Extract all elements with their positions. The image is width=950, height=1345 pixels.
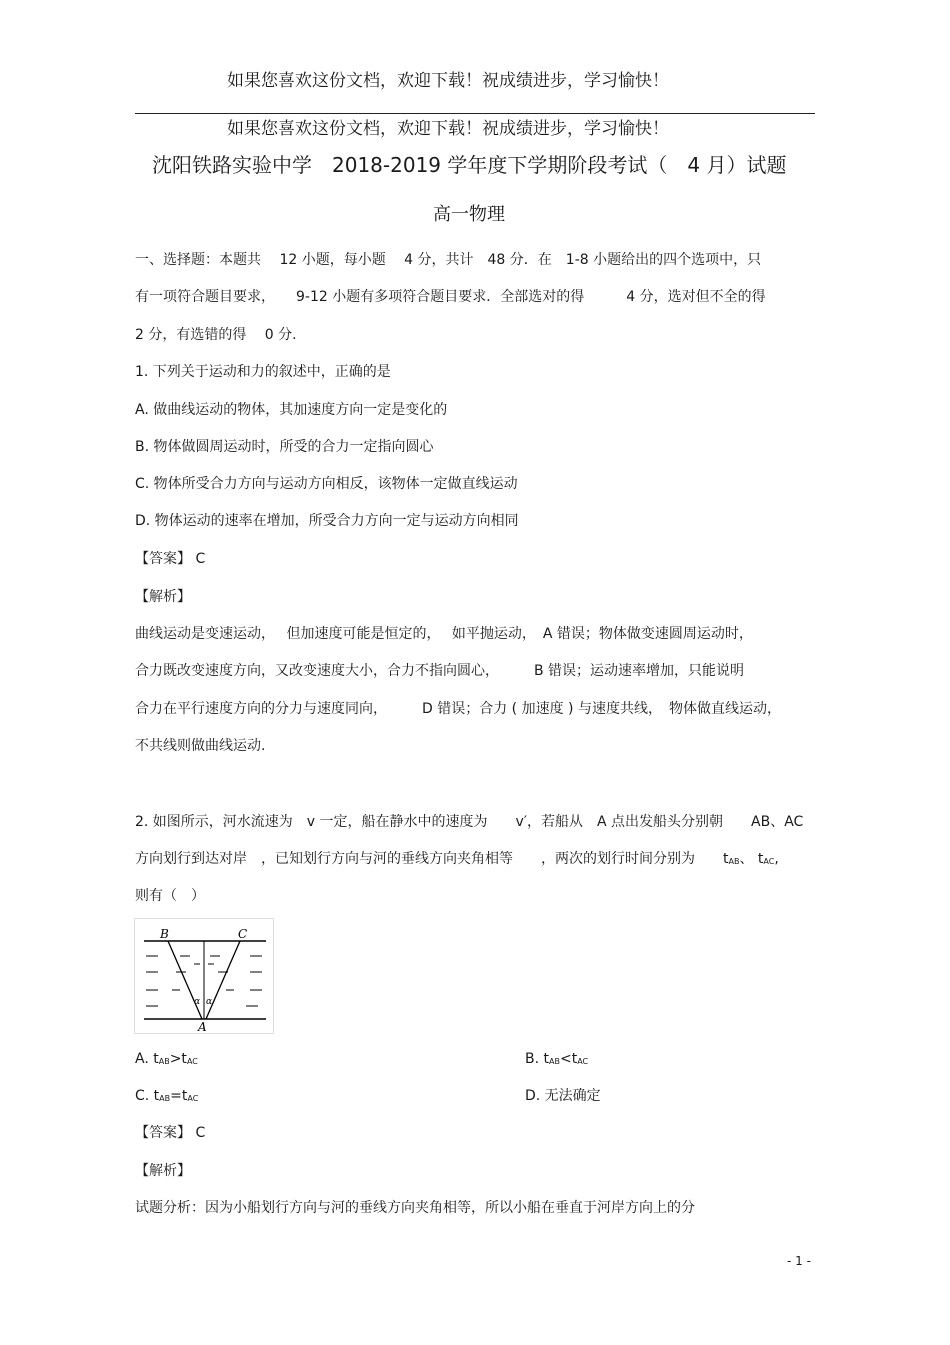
q1-analysis-line-2: 合力既改变速度方向，又改变速度大小，合力不指向圆心， B 错误；运动速率增加，只能说明 bbox=[135, 663, 745, 679]
q1-option-d: D. 物体运动的速率在增加，所受合力方向一定与运动方向相同 bbox=[135, 513, 519, 529]
q2-stem-line-1: 2. 如图所示，河水流速为 v 一定，船在静水中的速度为 v′，若船从 A 点出发船头分别朝 AB、AC bbox=[135, 814, 804, 830]
subscript-ac: AC bbox=[187, 1094, 199, 1103]
page-title: 沈阳铁路实验中学 2018-2019 学年度下学期阶段考试（ 4 月）试题 bbox=[152, 153, 787, 177]
q2-analysis-label: 【解析】 bbox=[135, 1163, 191, 1179]
q1-analysis-line-3: 合力在平行速度方向的分力与速度同向， D 错误；合力 ( 加速度 ) 与速度共线， 物体做直线运动， bbox=[135, 701, 781, 717]
banner-top: 如果您喜欢这份文档，欢迎下载！祝成绩进步，学习愉快！ bbox=[227, 71, 669, 91]
subscript-ac: AC bbox=[577, 1057, 589, 1066]
q2-option-a-text: A. t bbox=[135, 1051, 159, 1067]
q2-answer: 【答案】 C bbox=[135, 1125, 206, 1141]
angle-alpha-left: α bbox=[194, 997, 201, 1007]
q2-stem-line-2 bbox=[135, 849, 779, 872]
angle-alpha-right: α bbox=[206, 997, 213, 1007]
section-instructions-2: 有一项符合题目要求， 9-12 小题有多项符合题目要求．全部选对的得 4 分，选对但不全的得 bbox=[135, 289, 766, 305]
q2-option-b-relation: <t bbox=[559, 1051, 578, 1067]
river-diagram bbox=[134, 918, 274, 1034]
subscript-ac: AC bbox=[763, 857, 775, 866]
subscript-ab: AB bbox=[728, 857, 740, 866]
q1-analysis-line-4: 不共线则做曲线运动. bbox=[135, 738, 266, 754]
label-a: A bbox=[198, 1020, 207, 1034]
subscript-ab: AB bbox=[158, 1057, 170, 1066]
q1-option-a: A. 做曲线运动的物体，其加速度方向一定是变化的 bbox=[135, 402, 448, 418]
q2-stem-text: 方向划行到达对岸 ，已知划行方向与河的垂线方向夹角相等 ，两次的划行时间分别为 t bbox=[135, 851, 729, 867]
q2-option-c-relation: =t bbox=[170, 1088, 188, 1104]
q2-option-c bbox=[135, 1086, 198, 1109]
q2-option-c-text: C. t bbox=[135, 1088, 160, 1104]
subscript-ab: AB bbox=[549, 1057, 560, 1066]
q2-option-d: D. 无法确定 bbox=[525, 1088, 601, 1104]
q1-answer: 【答案】 C bbox=[135, 551, 206, 567]
banner-second: 如果您喜欢这份文档，欢迎下载！祝成绩进步，学习愉快！ bbox=[227, 119, 669, 139]
q2-analysis-line-1: 试题分析：因为小船划行方向与河的垂线方向夹角相等，所以小船在垂直于河岸方向上的分 bbox=[135, 1200, 695, 1216]
header-rule bbox=[135, 113, 815, 114]
subscript-ac: AC bbox=[186, 1057, 198, 1066]
q1-stem: 1. 下列关于运动和力的叙述中，正确的是 bbox=[135, 364, 391, 380]
section-instructions-3: 2 分，有选错的得 0 分. bbox=[135, 327, 297, 343]
q2-stem-line-3: 则有（ ） bbox=[135, 888, 205, 904]
section-instructions-1: 一、选择题：本题共 12 小题，每小题 4 分，共计 48 分．在 1-8 小题给出的四个选项中，只 bbox=[135, 252, 762, 268]
page-number: - 1 - bbox=[787, 1254, 811, 1268]
q1-analysis-line-1: 曲线运动是变速运动， 但加速度可能是恒定的， 如平抛运动， A 错误；物体做变速圆周运动时， bbox=[135, 626, 753, 642]
q2-option-a-relation: >t bbox=[169, 1051, 187, 1067]
subscript-ab: AB bbox=[159, 1094, 171, 1103]
q2-stem-sep: 、 t bbox=[739, 851, 764, 867]
q1-option-b: B. 物体做圆周运动时，所受的合力一定指向圆心 bbox=[135, 439, 434, 455]
subject-title: 高一物理 bbox=[433, 204, 505, 225]
label-c: C bbox=[238, 927, 248, 941]
q2-option-b bbox=[525, 1049, 588, 1072]
q2-option-b-text: B. t bbox=[525, 1051, 549, 1067]
q1-option-c: C. 物体所受合力方向与运动方向相反，该物体一定做直线运动 bbox=[135, 476, 518, 492]
q2-stem-end: , bbox=[774, 851, 779, 867]
label-b: B bbox=[160, 927, 169, 941]
q2-option-a bbox=[135, 1049, 198, 1072]
q1-analysis-label: 【解析】 bbox=[135, 589, 191, 605]
